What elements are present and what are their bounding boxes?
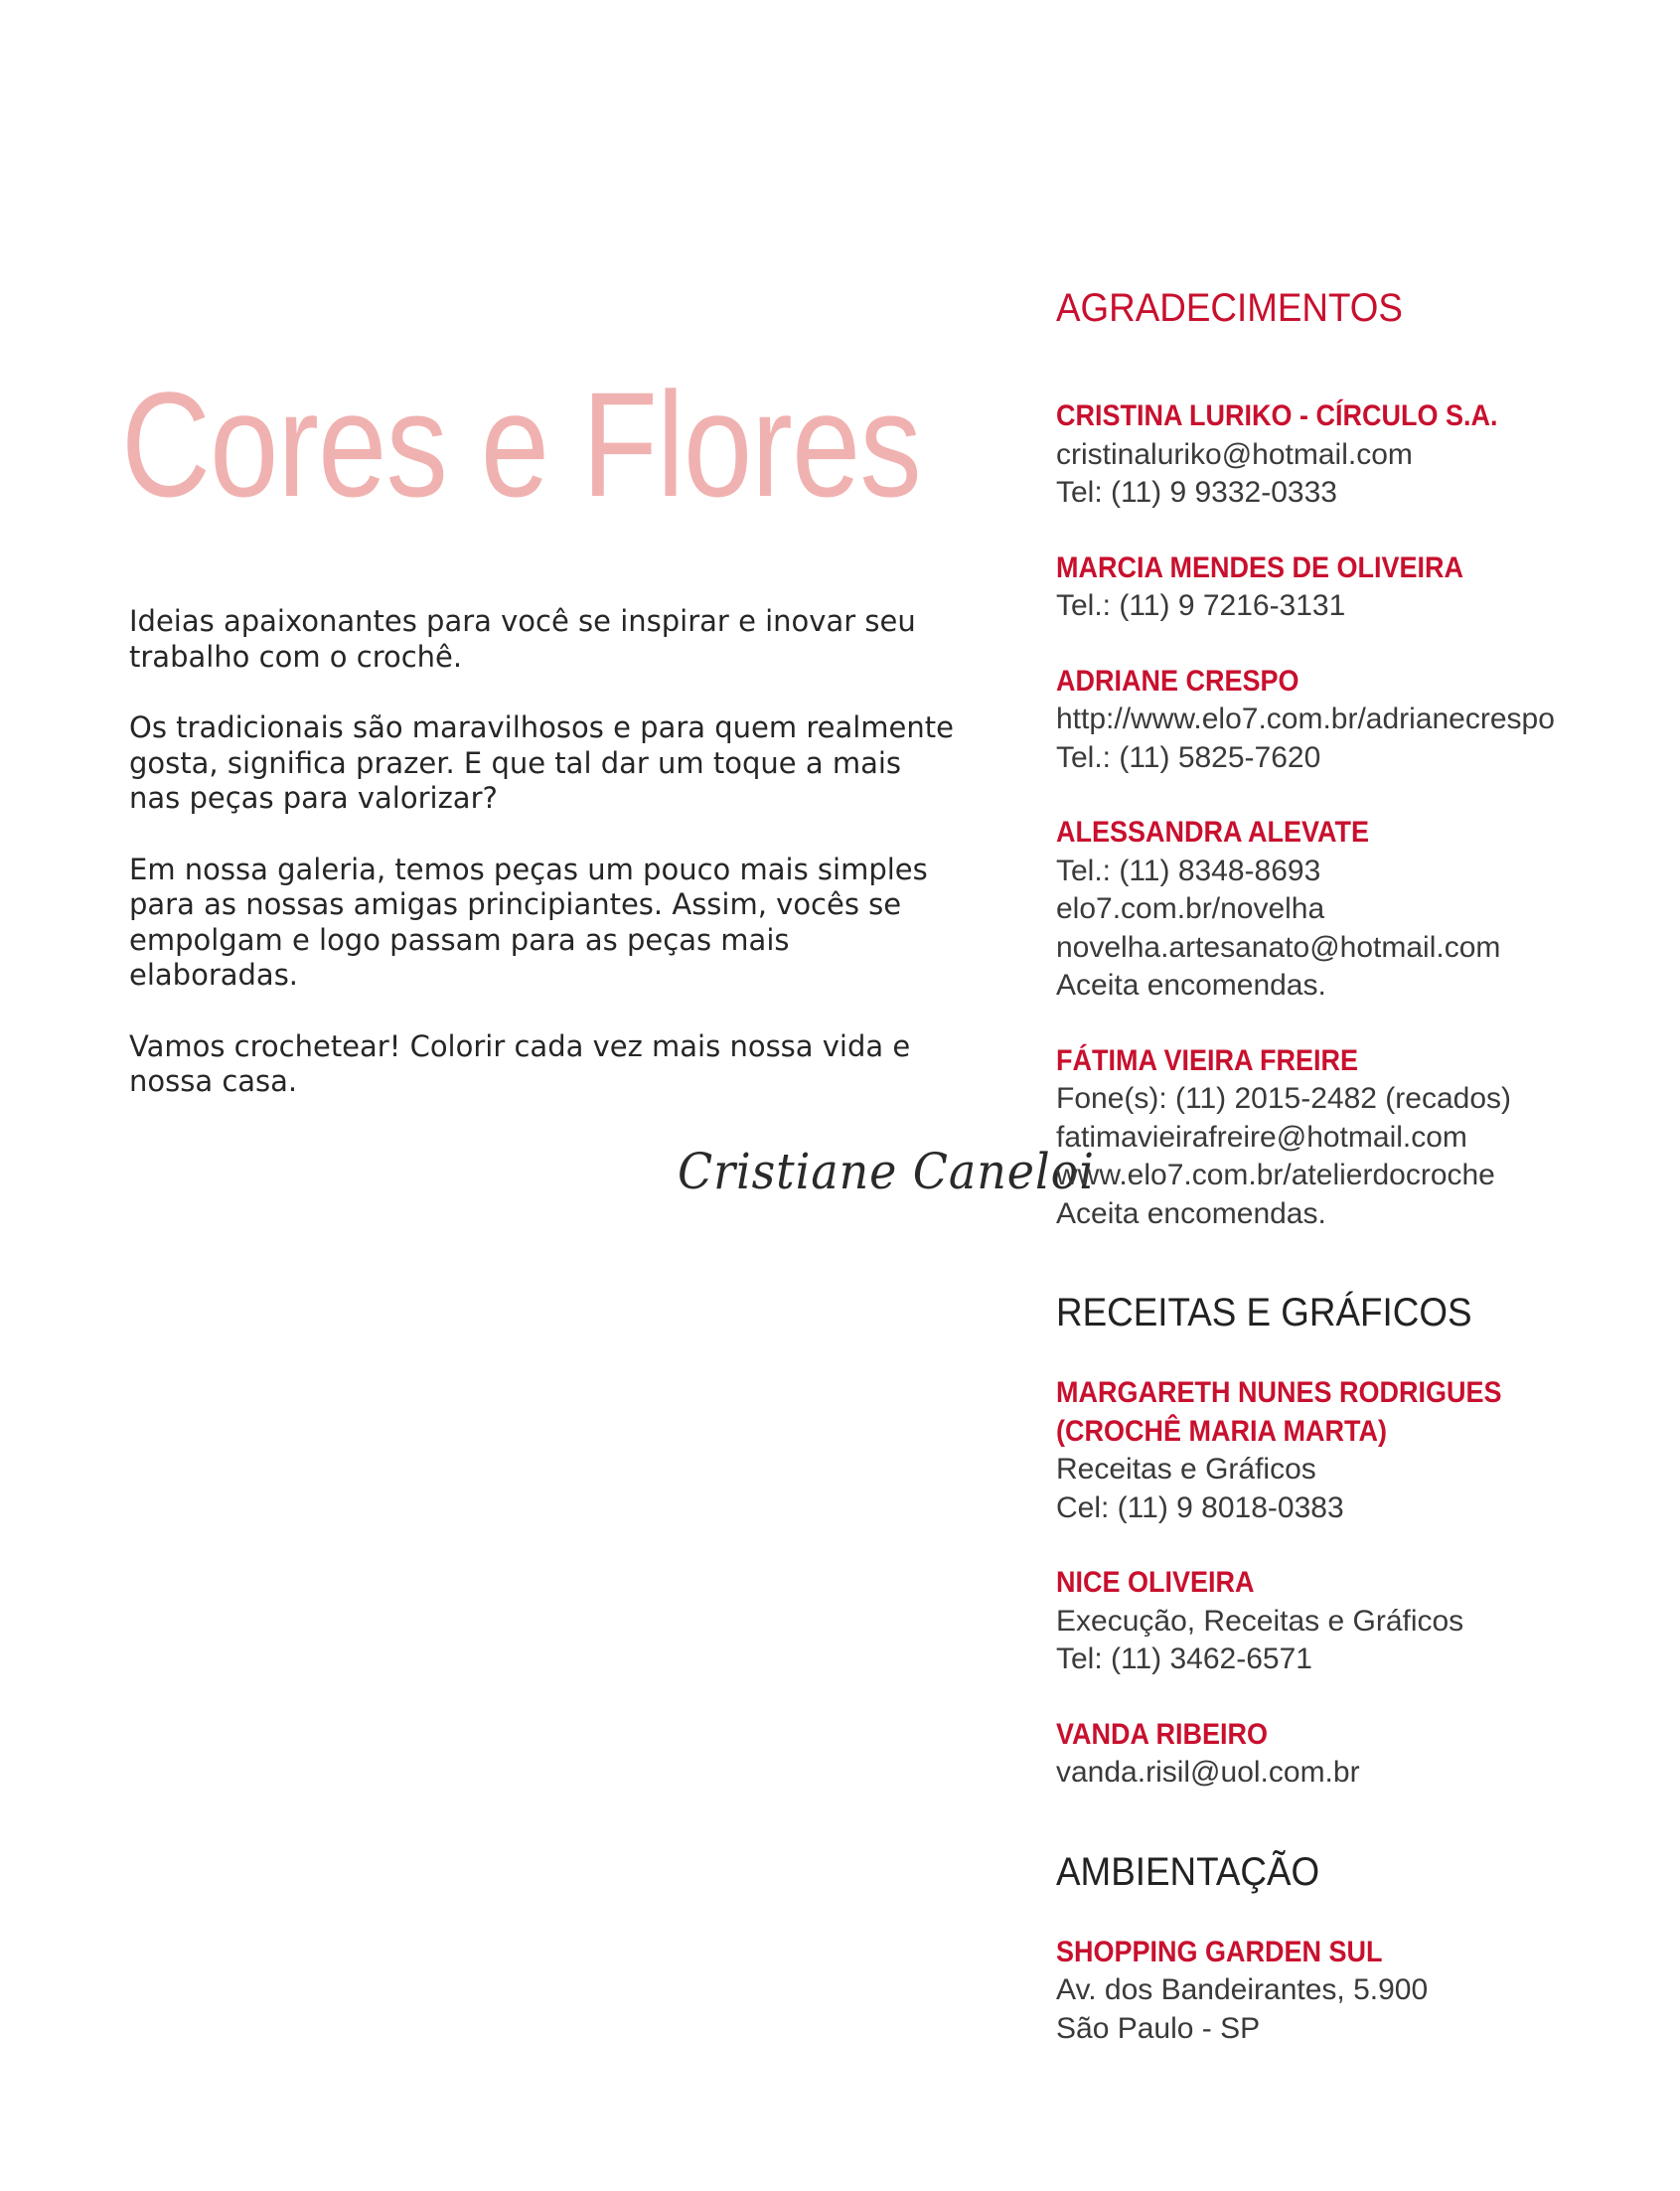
contact-block bbox=[1056, 663, 1672, 778]
contact-note: Aceita encomendas. bbox=[1056, 969, 1326, 1002]
contact-name-secondary: (CROCHÊ MARIA MARTA) bbox=[1056, 1414, 1387, 1448]
contact-block bbox=[1056, 1374, 1672, 1527]
contact-city: São Paulo - SP bbox=[1056, 2011, 1261, 2045]
contact-name: SHOPPING GARDEN SUL bbox=[1056, 1935, 1383, 1968]
contact-name: MARCIA MENDES DE OLIVEIRA bbox=[1056, 550, 1464, 584]
contact-phone: Tel.: (11) 9 7216-3131 bbox=[1056, 589, 1346, 622]
contact-block bbox=[1056, 1564, 1672, 1679]
receitas-heading: RECEITAS E GRÁFICOS bbox=[1056, 1291, 1472, 1334]
intro-paragraph: Em nossa galeria, temos peças um pouco mais simples para as nossas amigas principiantes. Assim, vocês se empolgam e logo passam para as peças mais elaboradas. bbox=[129, 852, 928, 992]
contact-role: Execução, Receitas e Gráficos bbox=[1056, 1604, 1464, 1638]
contact-phone: Fone(s): (11) 2015-2482 (recados) bbox=[1056, 1082, 1511, 1115]
contact-block bbox=[1056, 1934, 1672, 2049]
contact-name: CRISTINA LURIKO - CÍRCULO S.A. bbox=[1056, 399, 1498, 432]
contact-name: MARGARETH NUNES RODRIGUES bbox=[1056, 1376, 1502, 1409]
page-title: Cores e Flores bbox=[121, 361, 921, 528]
intro-paragraph: Vamos crochetear! Colorir cada vez mais nossa vida e nossa casa. bbox=[129, 1028, 911, 1098]
intro-paragraph: Ideias apaixonantes para você se inspirar e inovar seu trabalho com o crochê. bbox=[129, 604, 916, 674]
intro-paragraph: Os tradicionais são maravilhosos e para quem realmente gosta, significa prazer. E que tal dar um toque a mais nas peças para valorizar? bbox=[129, 710, 954, 815]
contact-email: fatimavieirafreire@hotmail.com bbox=[1056, 1120, 1467, 1154]
contact-website: www.elo7.com.br/atelierdocroche bbox=[1056, 1159, 1495, 1191]
contact-block bbox=[1056, 397, 1672, 513]
contact-phone: Tel.: (11) 5825-7620 bbox=[1056, 740, 1321, 774]
agradecimentos-heading: AGRADECIMENTOS bbox=[1056, 286, 1403, 330]
contact-phone: Tel.: (11) 8348-8693 bbox=[1056, 854, 1321, 887]
contact-phone: Tel: (11) 9 9332-0333 bbox=[1056, 476, 1337, 509]
contact-name: NICE OLIVEIRA bbox=[1056, 1566, 1255, 1599]
contact-name: FÁTIMA VIEIRA FREIRE bbox=[1056, 1043, 1359, 1077]
contact-block bbox=[1056, 549, 1672, 626]
contact-name: ADRIANE CRESPO bbox=[1056, 664, 1299, 698]
author-signature: Cristiane Caneloi bbox=[678, 1143, 1095, 1200]
intro-text bbox=[129, 604, 954, 1136]
contact-website: http://www.elo7.com.br/adrianecrespo bbox=[1056, 703, 1555, 735]
contact-name: ALESSANDRA ALEVATE bbox=[1056, 816, 1370, 849]
contact-block bbox=[1056, 1716, 1672, 1793]
credits-column bbox=[1056, 288, 1672, 2048]
contact-phone: Cel: (11) 9 8018-0383 bbox=[1056, 1490, 1344, 1524]
contact-email: cristinaluriko@hotmail.com bbox=[1056, 437, 1413, 471]
ambientacao-heading: AMBIENTAÇÃO bbox=[1056, 1849, 1320, 1894]
contact-role: Receitas e Gráficos bbox=[1056, 1453, 1316, 1486]
contact-address: Av. dos Bandeirantes, 5.900 bbox=[1056, 1973, 1429, 2006]
contact-name: VANDA RIBEIRO bbox=[1056, 1717, 1269, 1751]
contact-block bbox=[1056, 1042, 1672, 1234]
contact-note: Aceita encomendas. bbox=[1056, 1196, 1326, 1230]
contact-email: novelha.artesanato@hotmail.com bbox=[1056, 930, 1501, 964]
contact-block bbox=[1056, 814, 1672, 1006]
contact-website: elo7.com.br/novelha bbox=[1056, 892, 1325, 925]
contact-email: vanda.risil@uol.com.br bbox=[1056, 1756, 1360, 1789]
contact-phone: Tel: (11) 3462-6571 bbox=[1056, 1643, 1312, 1675]
